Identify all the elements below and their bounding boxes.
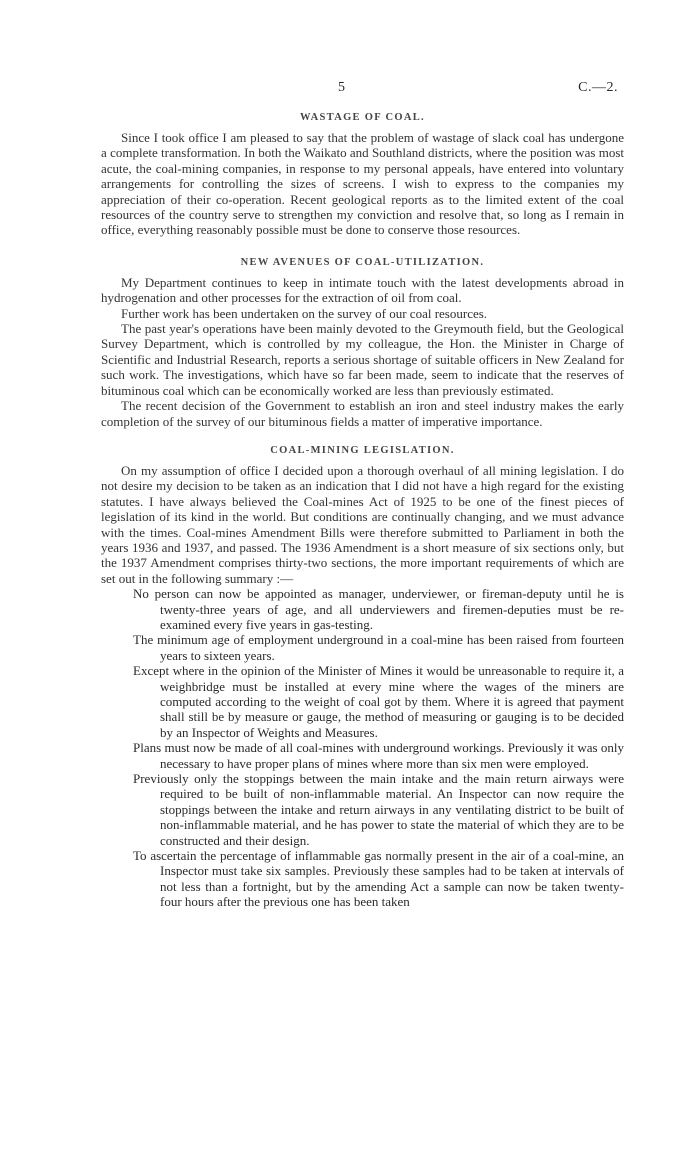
paragraph: Further work has been undertaken on the survey of our coal resources. (121, 305, 488, 321)
section-heading: WASTAGE OF COAL. (300, 112, 425, 123)
summary-item: Plans must now be made of all coal-mines with underground workings. Previously it was only necessary to have proper plans of mines where more than six men were employed. (133, 740, 624, 771)
summary-item: The minimum age of employment underground in a coal-mine has been raised from fourteen years to sixteen years. (133, 632, 624, 663)
section-wastage-of-coal (101, 110, 624, 238)
summary-item: Except where in the opinion of the Minister of Mines it would be unreasonable to require it, a weighbridge must be installed at every mine where the wages of the miners are computed according to the weight of coal got by them. Where it is agreed that payment shall still be by measure or gauge, the method of measuring or gauging is to be decided by an Inspector of Weights and Measures. (133, 663, 624, 740)
paragraph: On my assumption of office I decided upon a thorough overhaul of all mining legislation. I do not desire my decision to be taken as an indication that I did not have a high regard for the existing statutes. I have always believed the Coal-mines Act of 1925 to be one of the finest pieces of legislation of its kind in the world. But conditions are continually changing, and we must advance with the times. Coal-mines Amendment Bills were therefore submitted to Parliament in both the years 1936 and 1937, and passed. The 1936 Amendment is a short measure of six sections only, but the 1937 Amendment comprises thirty-two sections, the more important requirements of which are set out in the following summary :— (101, 462, 624, 586)
paragraph: The recent decision of the Government to establish an iron and steel industry makes the early completion of the survey of our bituminous fields a matter of imperative importance. (101, 398, 624, 429)
paragraph: The past year's operations have been mainly devoted to the Greymouth field, but the Geological Survey Department, which is controlled by my colleague, the Hon. the Minister in Charge of Scientific and Industrial Research, reports a serious shortage of suitable officers in New Zealand for such work. The investigations, which have so far been made, seem to indicate that the reserves of bituminous coal which can be economically worked are less than previously estimated. (101, 321, 624, 398)
page-reference: C.—2. (578, 80, 618, 95)
paragraph: Since I took office I am pleased to say that the problem of wastage of slack coal has undergone a complete transformation. In both the Waikato and Southland districts, where the position was most acute, the coal-mining companies, in response to my personal appeals, have entered into voluntary arrangements for controlling the sizes of screens. I wish to express to the companies my appreciation of their co-operation. Recent geological reports as to the limited extent of the coal resources of the country serve to strengthen my conviction and resolve that, so long as I remain in office, everything reasonably possible must be done to conserve those resources. (101, 130, 624, 238)
page-header (0, 80, 700, 100)
summary-item: To ascertain the percentage of inflammable gas normally present in the air of a coal-mine, an Inspector must take six samples. Previously these samples had to be taken at intervals of not less than a fortnight, but by the amending Act a sample can now be taken twenty-four hours after the previous one has been taken (133, 848, 624, 910)
summary-list (101, 586, 624, 910)
section-coal-mining-legislation (101, 443, 624, 910)
summary-item: No person can now be appointed as manager, underviewer, or fireman-deputy until he is twenty-three years of age, and all underviewers and firemen-deputies must be re-examined every five years in gas-testing. (133, 586, 624, 632)
page-number: 5 (338, 80, 345, 95)
summary-item: Previously only the stoppings between the main intake and the main return airways were required to be built of non-inflammable material. An Inspector can now require the stoppings between the intake and return airways in any ventilating district to be built of non-inflammable material, and he has power to state the material of which they are to be constructed and their design. (133, 771, 624, 848)
section-heading: NEW AVENUES OF COAL-UTILIZATION. (240, 256, 485, 268)
document-body (101, 110, 624, 910)
section-new-avenues (101, 255, 624, 429)
paragraph: My Department continues to keep in intimate touch with the latest developments abroad in hydrogenation and other processes for the extraction of oil from coal. (101, 274, 624, 306)
section-heading: COAL-MINING LEGISLATION. (270, 444, 455, 456)
